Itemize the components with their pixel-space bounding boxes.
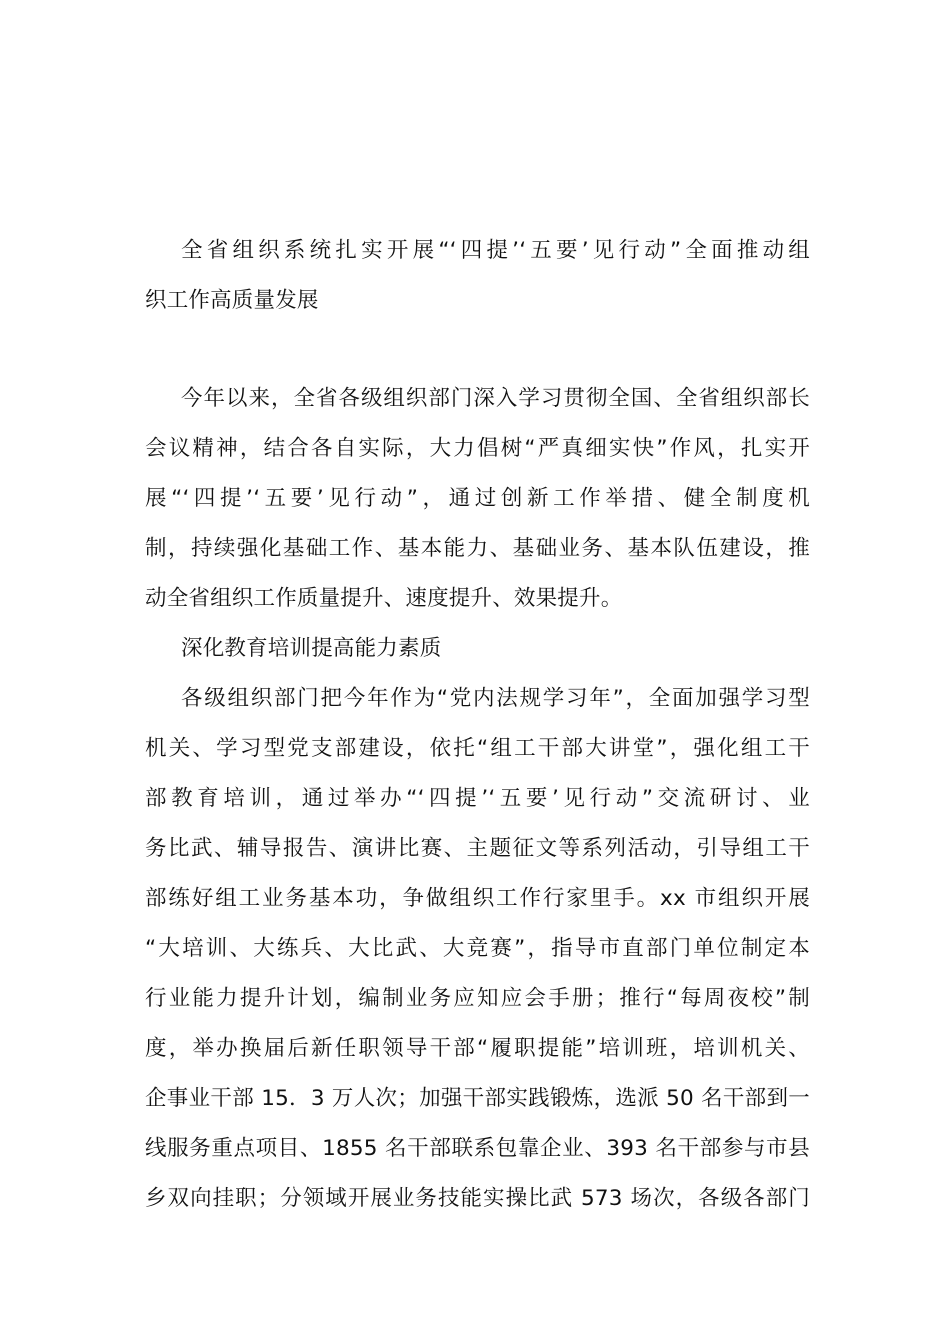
section-body-line-6: “大培训、大练兵、大比武、大竞赛”，指导市直部门单位制定本 xyxy=(145,936,810,961)
section-body-line-5: 部练好组工业务基本功，争做组织工作行家里手。xx 市组织开展 xyxy=(145,886,810,911)
intro-line-3: 展“‘四提’‘五要’见行动”，通过创新工作举措、健全制度机 xyxy=(145,486,810,511)
section-body-line-10: 线服务重点项目、1855 名干部联系包靠企业、393 名干部参与市县 xyxy=(145,1136,810,1161)
section-heading: 深化教育培训提高能力素质 xyxy=(181,636,442,661)
section-body-line-7: 行业能力提升计划，编制业务应知应会手册；推行“每周夜校”制 xyxy=(145,986,810,1011)
intro-line-2: 会议精神，结合各自实际，大力倡树“严真细实快”作风，扎实开 xyxy=(145,436,810,461)
section-body-line-4: 务比武、辅导报告、演讲比赛、主题征文等系列活动，引导组工干 xyxy=(145,836,810,861)
section-body-line-9: 企事业干部 15．3 万人次；加强干部实践锻炼，选派 50 名干部到一 xyxy=(145,1086,810,1111)
title-line-2: 织工作高质量发展 xyxy=(145,288,319,313)
section-body-line-11: 乡双向挂职；分领域开展业务技能实操比武 573 场次，各级各部门 xyxy=(145,1186,810,1211)
section-body-line-2: 机关、学习型党支部建设，依托“组工干部大讲堂”，强化组工干 xyxy=(145,736,810,761)
section-body-line-1: 各级组织部门把今年作为“党内法规学习年”，全面加强学习型 xyxy=(181,686,810,711)
intro-line-5: 动全省组织工作质量提升、速度提升、效果提升。 xyxy=(145,586,623,611)
section-body-line-8: 度，举办换届后新任职领导干部“履职提能”培训班，培训机关、 xyxy=(145,1036,810,1061)
intro-line-1: 今年以来，全省各级组织部门深入学习贯彻全国、全省组织部长 xyxy=(181,386,810,411)
section-body-line-3: 部教育培训，通过举办“‘四提’‘五要’见行动”交流研讨、业 xyxy=(145,786,810,811)
title-line-1: 全省组织系统扎实开展“‘四提’‘五要’见行动”全面推动组 xyxy=(181,238,810,263)
intro-line-4: 制，持续强化基础工作、基本能力、基础业务、基本队伍建设，推 xyxy=(145,536,810,561)
